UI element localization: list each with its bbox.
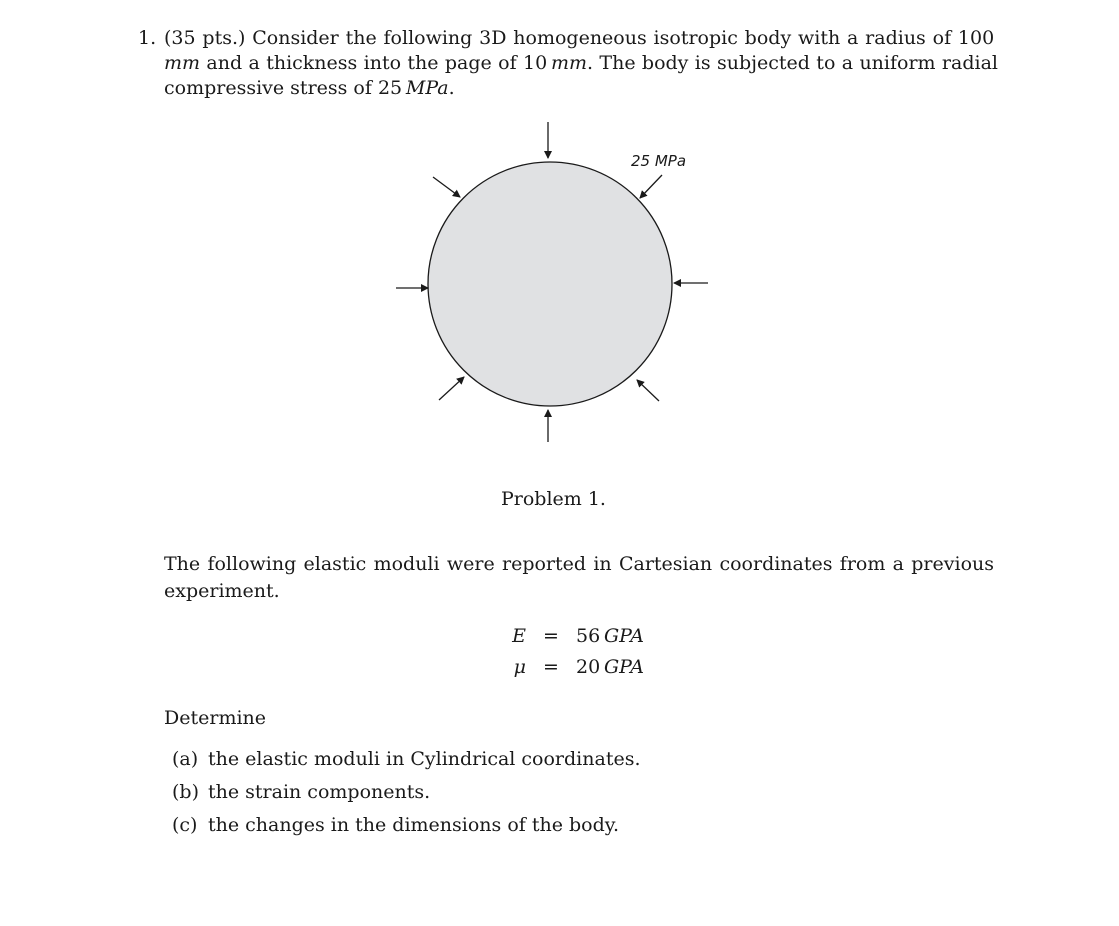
thickness-unit: mm <box>550 52 587 74</box>
radius-unit: mm <box>164 52 201 74</box>
list-item <box>172 814 641 847</box>
value-unit: GPA <box>603 655 644 678</box>
moduli-equations <box>490 620 644 682</box>
task-text: the elastic moduli in Cylindrical coordinates. <box>208 748 641 770</box>
moduli-intro: The following elastic moduli were reported in Cartesian coordinates from a previous experiment. <box>164 553 994 602</box>
body-disk <box>428 162 672 406</box>
equation-row <box>490 620 644 651</box>
problem-statement <box>138 26 998 101</box>
equation-row <box>490 651 644 682</box>
figure-caption: Problem 1. <box>501 488 606 510</box>
value-number: 56 <box>576 624 601 647</box>
determine-heading: Determine <box>164 707 267 729</box>
equals-sign: = <box>543 624 559 647</box>
arrow-bottom-right <box>637 380 659 401</box>
arrow-top-right <box>640 175 662 198</box>
problem-text-part-1: (35 pts.) Consider the following 3D homogeneous isotropic body with a radius of 100 <box>164 27 995 49</box>
arrow-top-left <box>433 177 460 197</box>
arrow-bottom-left <box>439 377 464 400</box>
task-text: the changes in the dimensions of the body. <box>208 814 620 836</box>
problem-text <box>164 26 998 101</box>
problem-text-end: . <box>448 77 455 99</box>
task-text: the strain components. <box>208 781 431 803</box>
problem-text-part-2: and a thickness into the page of 10 <box>200 52 548 74</box>
equals-sign: = <box>543 655 559 678</box>
equation-value <box>576 656 644 678</box>
task-label: (c) <box>172 814 198 836</box>
equation-symbol: E <box>512 624 526 647</box>
problem-number: 1. <box>138 27 157 49</box>
task-label: (b) <box>172 781 199 803</box>
equation-symbol: μ <box>513 655 526 678</box>
list-item <box>172 748 641 781</box>
list-item <box>172 781 641 814</box>
load-label: 25 MPa <box>631 152 687 170</box>
value-number: 20 <box>576 655 601 678</box>
task-list <box>172 748 641 847</box>
task-label: (a) <box>172 748 199 770</box>
problem-text-part-3: . The body is subjected to a uniform radial compressive stress of 25 <box>164 52 998 99</box>
stress-unit: MPa <box>405 77 449 99</box>
value-unit: GPA <box>603 624 644 647</box>
problem-figure <box>380 118 740 448</box>
equation-value <box>576 625 644 647</box>
